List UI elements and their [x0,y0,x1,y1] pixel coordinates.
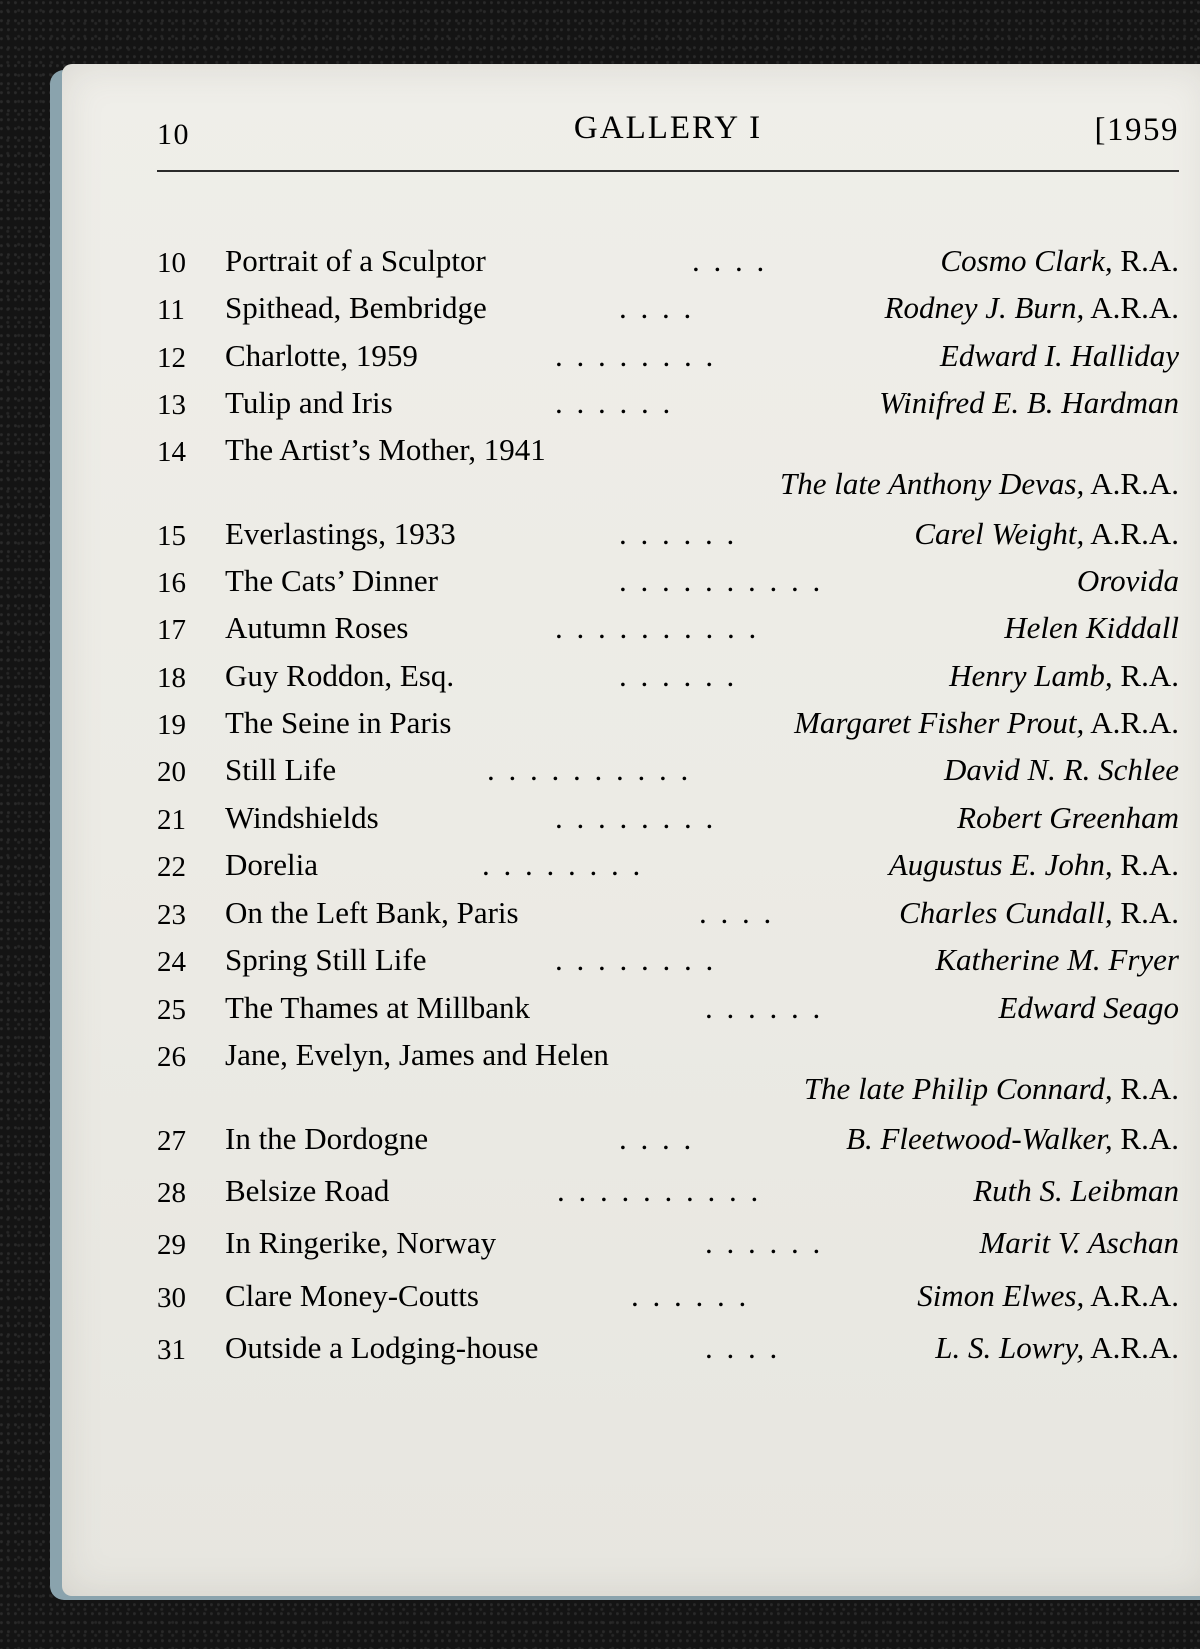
header-rule [157,170,1179,172]
entry-leader-dots: . . . . . . . . [555,800,717,835]
page-number: 10 [157,118,190,151]
entry-number: 26 [157,1041,186,1073]
artist-honours: R.A. [1112,243,1179,278]
entry-title: In Ringerike, Norway [225,1225,497,1260]
entry-number: 14 [157,436,186,468]
entry-leader-dots: . . . . . . . . . . [619,563,824,598]
entry-leader-dots: . . . . [619,1121,695,1156]
artist-name: Cosmo Clark, [940,243,1113,278]
entry-artist [1077,563,1179,599]
entry-leader-dots: . . . . . . . . . . [557,1173,762,1208]
entry-artist [935,1330,1179,1366]
entry-leader-dots: . . . . . . . . [482,847,644,882]
artist-honours: A.R.A. [1084,466,1179,501]
entry-artist [914,516,1179,552]
gallery-title: GALLERY I [573,110,763,146]
entry-title: Jane, Evelyn, James and Helen [225,1037,609,1072]
artist-honours: A.R.A. [1084,705,1179,740]
artist-honours: R.A. [1112,1121,1179,1156]
entry-artist [973,1173,1179,1209]
entry-number: 11 [157,294,185,326]
entry-leader-dots: . . . . . . [705,990,824,1025]
entry-title: Everlastings, 1933 [225,516,456,551]
entry-number: 12 [157,342,186,374]
entry-artist [804,1071,1179,1107]
entry-leader-dots: . . . . . . [619,516,738,551]
artist-name: Augustus E. John, [888,847,1113,882]
entry-title: Charlotte, 1959 [225,338,418,373]
entry-number: 18 [157,662,186,694]
entry-title: The Cats’ Dinner [225,563,438,598]
entry-title: Guy Roddon, Esq. [225,658,455,693]
entry-number: 10 [157,247,186,279]
entry-title: Still Life [225,752,337,787]
entry-title: Windshields [225,800,379,835]
entry-artist [957,800,1179,836]
entry-number: 28 [157,1177,186,1209]
entry-leader-dots: . . . . . . [619,658,738,693]
artist-name: Edward Seago [998,990,1179,1025]
page-header [157,110,1179,160]
entry-leader-dots: . . . . . . . . . . [487,752,692,787]
year-label: [1959 [1094,112,1179,148]
entry-leader-dots: . . . . . . [631,1278,750,1313]
entry-title: The Artist’s Mother, 1941 [225,432,546,467]
entry-artist [885,290,1179,326]
entry-leader-dots: . . . . . . . . [555,338,717,373]
entry-title: The Thames at Millbank [225,990,531,1025]
entry-number: 27 [157,1125,186,1157]
entry-number: 17 [157,614,186,646]
artist-honours: A.R.A. [1084,290,1179,325]
entry-title: Dorelia [225,847,318,882]
entry-leader-dots: . . . . [699,895,775,930]
entry-artist [794,705,1179,741]
entry-artist [846,1121,1179,1157]
entry-artist [780,466,1179,502]
entry-artist [1004,610,1179,646]
entry-title: In the Dordogne [225,1121,429,1156]
entry-artist [940,338,1179,374]
entry-leader-dots: . . . . [692,243,768,278]
entry-title: Portrait of a Sculptor [225,243,486,278]
artist-name: David N. R. Schlee [943,752,1179,787]
artist-honours: A.R.A. [1084,516,1179,551]
entry-title: Belsize Road [225,1173,390,1208]
entry-title: Spithead, Bembridge [225,290,487,325]
entry-leader-dots: . . . . [619,290,695,325]
entry-number: 31 [157,1334,186,1366]
artist-name: Simon Elwes, [917,1278,1085,1313]
artist-name: The late Anthony Devas, [780,466,1085,501]
entry-leader-dots: . . . . . . . . . . [555,610,760,645]
artist-name: Edward I. Halliday [939,338,1179,373]
entry-number: 24 [157,946,186,978]
entry-artist [879,385,1179,421]
artist-name: Ruth S. Leibman [973,1173,1179,1208]
entry-title: On the Left Bank, Paris [225,895,519,930]
entry-number: 16 [157,567,186,599]
entry-title: The Seine in Paris [225,705,452,740]
artist-name: Helen Kiddall [1004,610,1179,645]
artist-honours: R.A. [1112,658,1179,693]
artist-name: Marit V. Aschan [979,1225,1179,1260]
entry-artist [899,895,1179,931]
entry-number: 19 [157,709,186,741]
artist-honours: A.R.A. [1084,1330,1179,1365]
artist-name: Margaret Fisher Prout, [794,705,1085,740]
artist-honours: A.R.A. [1084,1278,1179,1313]
artist-name: Carel Weight, [914,516,1085,551]
artist-name: Charles Cundall, [899,895,1113,930]
entry-number: 22 [157,851,186,883]
entry-artist [998,990,1179,1026]
artist-name: B. Fleetwood-Walker, [846,1121,1113,1156]
entry-number: 23 [157,899,186,931]
entry-artist [917,1278,1179,1314]
entry-number: 25 [157,994,186,1026]
entry-title: Outside a Lodging-house [225,1330,539,1365]
entry-number: 13 [157,389,186,421]
artist-name: Orovida [1076,563,1179,598]
entry-number: 20 [157,756,186,788]
entry-artist [889,847,1179,883]
entry-artist [979,1225,1179,1261]
entry-number: 29 [157,1229,186,1261]
entry-artist [935,942,1179,978]
entry-leader-dots: . . . . . . . . [555,942,717,977]
entry-title: Tulip and Iris [225,385,393,420]
artist-honours: R.A. [1112,895,1179,930]
entry-artist [940,243,1179,279]
entry-number: 30 [157,1282,186,1314]
artist-name: The late Philip Connard, [803,1071,1113,1106]
artist-name: Robert Greenham [957,800,1179,835]
artist-honours: R.A. [1112,1071,1179,1106]
artist-name: Winifred E. B. Hardman [879,385,1179,420]
entry-artist [949,658,1179,694]
entry-number: 21 [157,804,186,836]
artist-honours: R.A. [1112,847,1179,882]
entry-leader-dots: . . . . . . [705,1225,824,1260]
entry-leader-dots: . . . . [705,1330,781,1365]
artist-name: Henry Lamb, [949,658,1113,693]
artist-name: L. S. Lowry, [935,1330,1085,1365]
entry-artist [944,752,1179,788]
artist-name: Rodney J. Burn, [884,290,1085,325]
entry-number: 15 [157,520,186,552]
entry-leader-dots: . . . . . . [555,385,674,420]
entry-title: Spring Still Life [225,942,427,977]
entry-title: Autumn Roses [225,610,409,645]
artist-name: Katherine M. Fryer [935,942,1179,977]
entry-title: Clare Money-Coutts [225,1278,479,1313]
